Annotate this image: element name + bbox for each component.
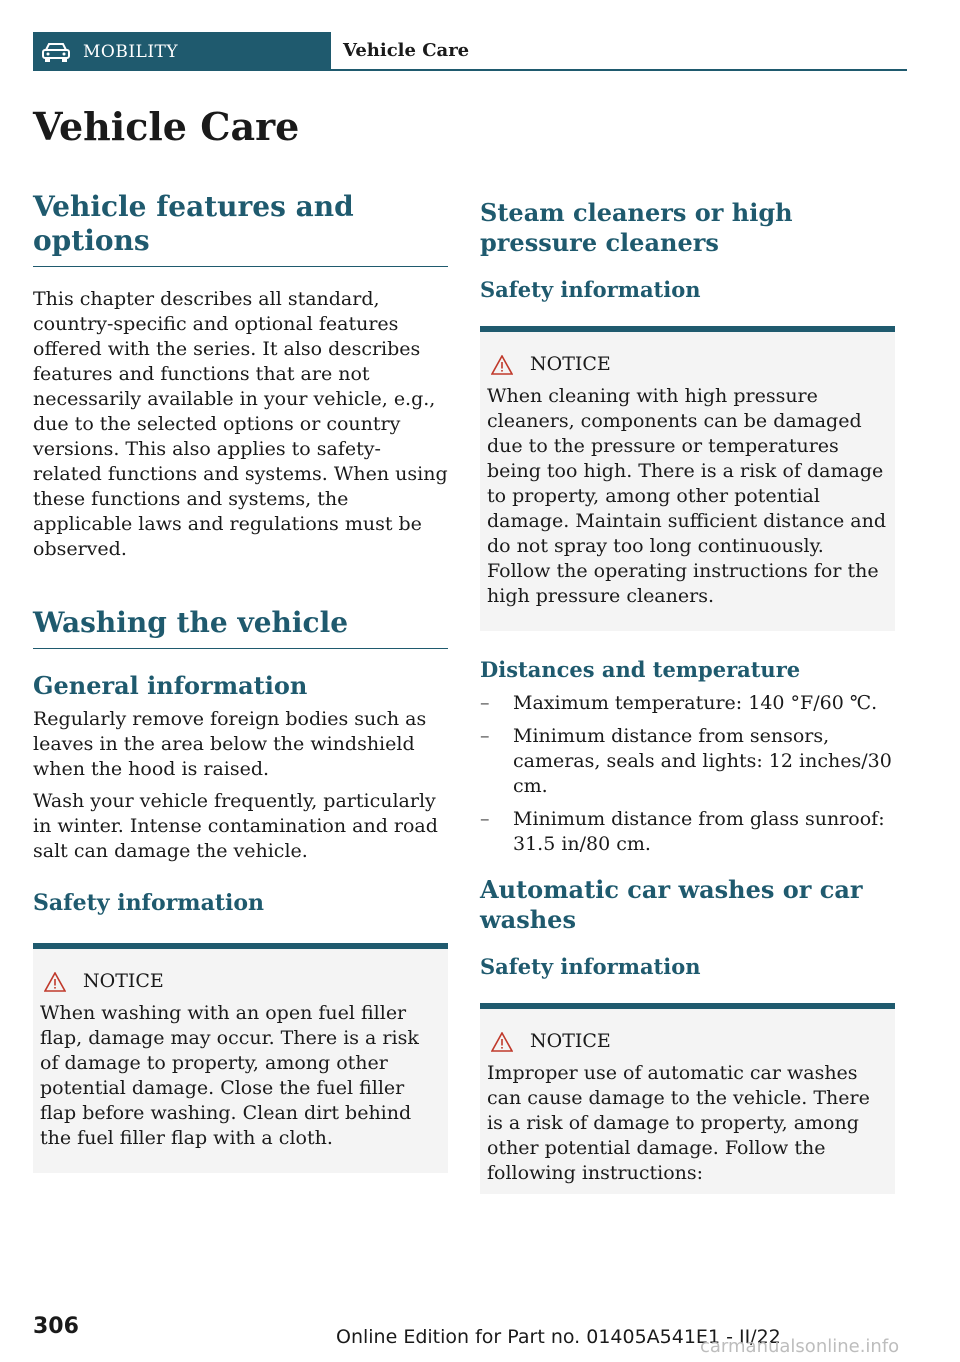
features-text: This chapter describes all standard, country-specific and optional features offered with the series. It also describes features and functions that are not necessarily available in your vehicle, e.g., due to the selected options or country versions. This also applies to safety-related functions and systems. When using these functions and systems, the applicable laws and regulations must be observed.	[33, 288, 448, 560]
warning-icon	[491, 1032, 513, 1052]
safety-info-heading: Safety information	[33, 890, 265, 916]
left-column	[33, 190, 448, 1173]
car-icon	[41, 41, 71, 63]
features-heading: Vehicle features and options	[33, 190, 448, 267]
notice-header	[40, 969, 441, 994]
edition-text: Online Edition for Part no. 01405A541E1 - II/22	[336, 1326, 781, 1348]
list-item: – Maximum temperature: 140 °F/60 ℃.	[480, 691, 895, 716]
watermark: carmanualsonline.info	[700, 1336, 900, 1357]
notice-label: NOTICE	[83, 970, 164, 992]
page-number: 306	[33, 1314, 79, 1339]
steam-safety-heading: Safety information	[480, 277, 701, 302]
steam-notice-box	[480, 326, 895, 631]
notice-text: When washing with an open fuel filler flap, damage may occur. There is a risk of damage to property, among other potential damage. Close the fuel filler flap before washing. Clean dirt behind the fuel filler flap with a cloth.	[40, 1002, 419, 1149]
section-tab	[33, 32, 331, 71]
warning-icon	[44, 972, 66, 992]
car-washes-notice-box	[480, 1003, 895, 1194]
car-washes-safety-heading: Safety information	[480, 954, 701, 979]
steam-notice-label: NOTICE	[530, 353, 611, 375]
header-title: Vehicle Care	[331, 32, 907, 71]
notice-box	[33, 943, 448, 1173]
distances-list	[480, 691, 895, 857]
right-column	[480, 198, 895, 1194]
distances-heading: Distances and temperature	[480, 657, 801, 682]
car-washes-notice-text: Improper use of automatic car washes can cause damage to the vehicle. There is a risk of damage to property, among other potential damage. Follow the following instructions:	[487, 1062, 870, 1184]
general-info-paragraph-2: Wash your vehicle frequently, particularly in winter. Intense contamination and road salt can damage the vehicle.	[33, 790, 438, 862]
general-info-heading: General information	[33, 671, 308, 700]
general-info-paragraph-1: Regularly remove foreign bodies such as leaves in the area below the windshield when the hood is raised.	[33, 708, 427, 780]
washing-heading: Washing the vehicle	[33, 606, 448, 649]
steam-notice-header	[487, 352, 888, 377]
steam-notice-text: When cleaning with high pressure cleaners, components can be damaged due to the pressure or temperatures being too high. There is a risk of damage to property, among other potential damage. Maintain sufficient distance and do not spray too long continuously. Follow the operating instructions for the high pressure cleaners.	[487, 385, 887, 607]
section-label: MOBILITY	[83, 41, 179, 62]
car-washes-notice-label: NOTICE	[530, 1030, 611, 1052]
page-header	[33, 32, 895, 71]
steam-cleaners-heading: Steam cleaners or high pressure cleaners	[480, 198, 793, 257]
list-item: – Minimum distance from glass sunroof: 31.5 in/80 cm.	[480, 807, 895, 857]
page-title: Vehicle Care	[33, 104, 300, 149]
warning-icon	[491, 355, 513, 375]
car-washes-heading: Automatic car washes or car washes	[480, 875, 863, 934]
car-washes-notice-header	[487, 1029, 888, 1054]
list-item: – Minimum distance from sensors, cameras, seals and lights: 12 inches/30 cm.	[480, 724, 895, 799]
